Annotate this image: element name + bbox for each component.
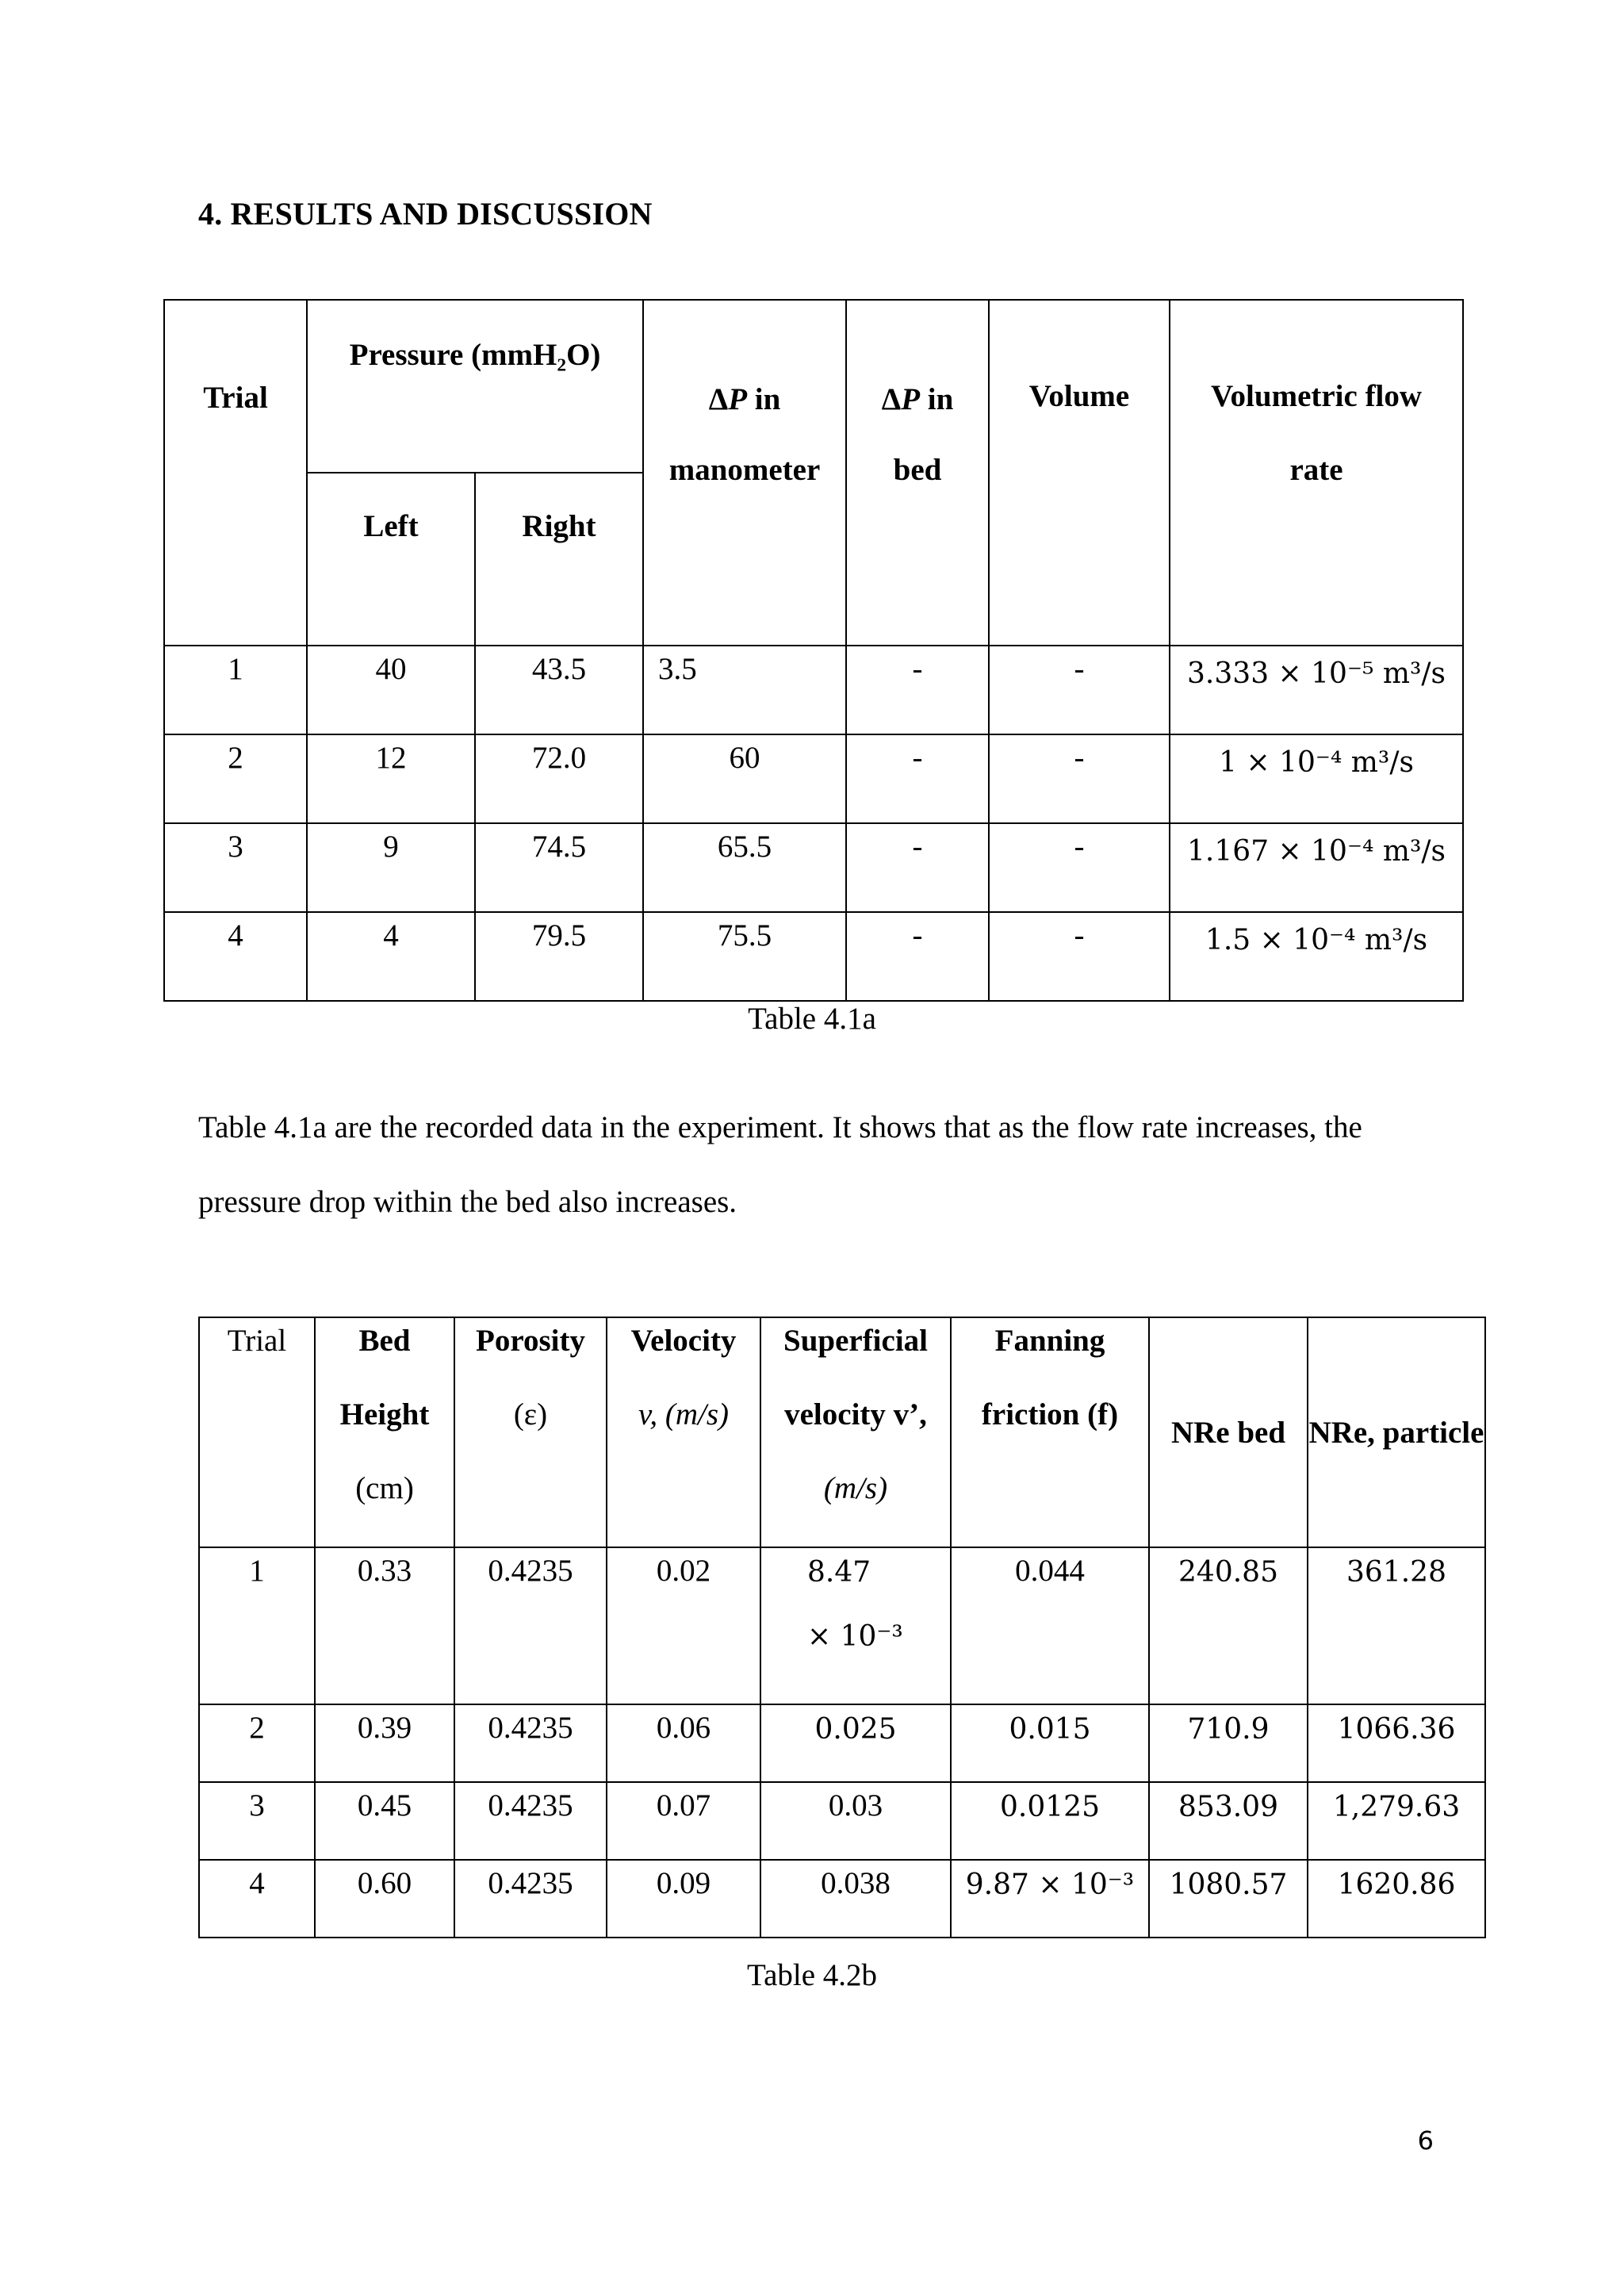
cell-superficial: 0.025: [760, 1704, 951, 1782]
cell-fanning: 9.87 × 10⁻³: [951, 1860, 1149, 1938]
table-4-1a: [163, 299, 1464, 1002]
cell-dp-manometer: 3.5: [643, 646, 846, 734]
header-trial: Trial: [199, 1317, 315, 1547]
dp-manometer-line1: ΔP in: [708, 382, 781, 416]
cell-fanning: 0.0125: [951, 1782, 1149, 1860]
cell-nre-bed: 240.85: [1149, 1547, 1308, 1704]
table-header-row: [199, 1317, 1485, 1547]
paragraph: Table 4.1a are the recorded data in the experiment. It shows that as the flow rate increases, the pressure drop within the bed also increases.: [198, 1110, 1362, 1219]
header-nre-bed: NRe bed: [1149, 1317, 1308, 1547]
cell-trial: 1: [199, 1547, 315, 1704]
cell-porosity: 0.4235: [454, 1547, 607, 1704]
header-velocity: Velocity v, (m/s): [607, 1317, 760, 1547]
header-dp-manometer: ΔP in manometer: [643, 300, 846, 646]
cell-nre-bed: 1080.57: [1149, 1860, 1308, 1938]
cell-dp-bed: -: [846, 734, 989, 823]
cell-trial: 4: [199, 1860, 315, 1938]
table-4-2b: [198, 1317, 1486, 1938]
cell-left: 12: [307, 734, 475, 823]
cell-volume: -: [989, 734, 1170, 823]
header-pressure: Pressure (mmH₂O): [307, 300, 643, 473]
cell-nre-particle: 1,279.63: [1308, 1782, 1485, 1860]
cell-trial: 2: [164, 734, 307, 823]
header-volume: Volume: [989, 300, 1170, 646]
cell-height: 0.33: [315, 1547, 454, 1704]
cell-porosity: 0.4235: [454, 1782, 607, 1860]
table-row: [164, 912, 1463, 1001]
header-superficial-velocity: Superficial velocity v’, (m/s): [760, 1317, 951, 1547]
page-number: 6: [1417, 2125, 1434, 2156]
cell-nre-particle: 1066.36: [1308, 1704, 1485, 1782]
cell-porosity: 0.4235: [454, 1860, 607, 1938]
header-nre-particle: NRe, particle: [1308, 1317, 1485, 1547]
cell-height: 0.60: [315, 1860, 454, 1938]
header-fanning-friction: Fanning friction (f): [951, 1317, 1149, 1547]
table-row: [199, 1860, 1485, 1938]
cell-porosity: 0.4235: [454, 1704, 607, 1782]
cell-fanning: 0.044: [951, 1547, 1149, 1704]
cell-trial: 2: [199, 1704, 315, 1782]
header-porosity: Porosity (ε): [454, 1317, 607, 1547]
cell-nre-particle: 1620.86: [1308, 1860, 1485, 1938]
cell-volume: -: [989, 912, 1170, 1001]
cell-flow-rate: 1.167 × 10⁻⁴ m³/s: [1170, 823, 1463, 912]
cell-flow-rate: 1 × 10⁻⁴ m³/s: [1170, 734, 1463, 823]
cell-velocity: 0.02: [607, 1547, 760, 1704]
cell-volume: -: [989, 646, 1170, 734]
cell-trial: 4: [164, 912, 307, 1001]
header-trial: Trial: [164, 300, 307, 646]
cell-velocity: 0.07: [607, 1782, 760, 1860]
cell-superficial: 0.03: [760, 1782, 951, 1860]
cell-right: 74.5: [475, 823, 643, 912]
cell-nre-bed: 853.09: [1149, 1782, 1308, 1860]
table-row: [199, 1547, 1485, 1704]
cell-superficial: 0.038: [760, 1860, 951, 1938]
header-right: Right: [475, 473, 643, 646]
table-row: [164, 646, 1463, 734]
cell-velocity: 0.06: [607, 1704, 760, 1782]
header-dp-bed: ΔP in bed: [846, 300, 989, 646]
table-row: [199, 1704, 1485, 1782]
cell-left: 40: [307, 646, 475, 734]
cell-flow-rate: 1.5 × 10⁻⁴ m³/s: [1170, 912, 1463, 1001]
cell-left: 9: [307, 823, 475, 912]
cell-nre-bed: 710.9: [1149, 1704, 1308, 1782]
cell-dp-manometer: 60: [643, 734, 846, 823]
cell-nre-particle: 361.28: [1308, 1547, 1485, 1704]
table-caption: Table 4.2b: [746, 1958, 878, 1992]
cell-trial: 1: [164, 646, 307, 734]
header-bed-height: Bed Height (cm): [315, 1317, 454, 1547]
cell-dp-bed: -: [846, 912, 989, 1001]
table-row: [199, 1782, 1485, 1860]
cell-fanning: 0.015: [951, 1704, 1149, 1782]
cell-flow-rate: 3.333 × 10⁻⁵ m³/s: [1170, 646, 1463, 734]
cell-dp-bed: -: [846, 646, 989, 734]
section-heading: 4. RESULTS AND DISCUSSION: [198, 196, 653, 232]
cell-left: 4: [307, 912, 475, 1001]
cell-right: 43.5: [475, 646, 643, 734]
cell-superficial: 8.47 × 10⁻³: [760, 1547, 951, 1704]
table-header-row: [164, 300, 1463, 473]
cell-trial: 3: [164, 823, 307, 912]
cell-dp-manometer: 75.5: [643, 912, 846, 1001]
cell-trial: 3: [199, 1782, 315, 1860]
table-row: [164, 734, 1463, 823]
header-left: Left: [307, 473, 475, 646]
cell-volume: -: [989, 823, 1170, 912]
table-caption: Table 4.1a: [748, 1002, 876, 1036]
cell-velocity: 0.09: [607, 1860, 760, 1938]
table-row: [164, 823, 1463, 912]
header-flow-rate: Volumetric flow rate: [1170, 300, 1463, 646]
cell-dp-bed: -: [846, 823, 989, 912]
cell-right: 72.0: [475, 734, 643, 823]
cell-height: 0.45: [315, 1782, 454, 1860]
dp-bed-line1: ΔP in: [881, 382, 954, 416]
cell-dp-manometer: 65.5: [643, 823, 846, 912]
cell-height: 0.39: [315, 1704, 454, 1782]
cell-right: 79.5: [475, 912, 643, 1001]
